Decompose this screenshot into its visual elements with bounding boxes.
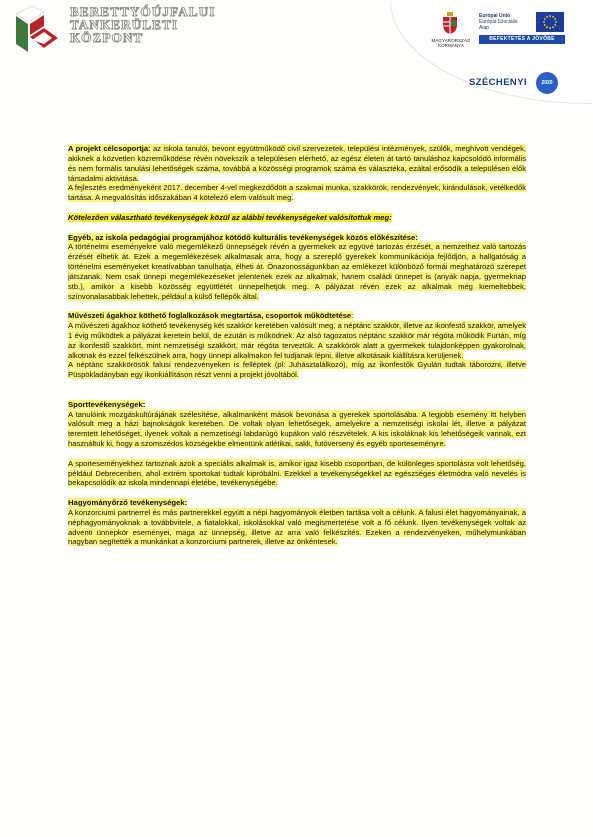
szechenyi-2020-badge: 2020 <box>536 72 558 94</box>
section-arts-text-1: A művészeti ágakhoz köthető tevékenység két szakkör keretében valósult meg, a néptánc szakkör, illetve az ikonfestő szakkör, amelyek 1 évig működtek a pályázat keretein belül, de ezután is működnek. Az alsó tagozatos néptánc szakkör már régóta működik Furtán, míg az ikonfestő szakkört, mint nemzetiségi szakkört, már régóta terveztük. A szakkörök alatt a gyermekek tulajdonképpen gyakorolnak, alkotnak és ezzel felkészülnek arra, hogy ünnepi alkalmakon fel tudjanak lépni, illetve alkotásaik kiállításra kerüljenek. <box>68 321 526 360</box>
elective-activities-intro: Kötelezően választható tevékenységek közül az alábbi tevékenységeket valósítottuk meg: <box>68 212 392 222</box>
section-sports-text-2: A sporteseményekhez tartoznak azok a speciális alkalmak is, amikor igaz kisebb csoportban, de különleges sportolásra volt lehetőség, például Debrecenben, ahol extrém sportokat tudtak kipróbálni. Ezekkel a tevékenységekkel az egészséges életmódra való nevelés is bekapcsolódik az iskola mindennapi életébe, tevékenységébe. <box>68 458 526 488</box>
section-cultural-heading: Egyéb, az iskola pedagógiai programjához kötődő kulturális tevékenységek közös előkészítése: <box>68 232 418 242</box>
eu-funding-logo <box>479 12 585 58</box>
district-center-logo-icon <box>14 4 60 54</box>
section-traditions-heading: Hagyományőrző tevékenységek: <box>68 498 188 508</box>
section-sports-text-1: A tanulóink mozgáskultúrájának szélesítése, alkalmanként mások bevonása a gyerekek sportolásába. A legjobb esemény itt helyben valósult meg a házi bajnokságok keretében. De voltak olyan lehetőségek, amelyekre a nemzetiségi iskolai lét, illetve a pályázat teremtett lehetőséget, ilyenek voltak a nemzetiségi labdarúgó kupákon való részvételek. A kis iskoláknak kis lehetőségeik vannak, ezt használtuk ki, hogy a szomszédos községekbe elmentünk atlétikai, sakk, futóverseny és egyéb sporteseményre. <box>68 409 526 449</box>
org-name-line-2: TANKERÜLETI <box>70 17 179 32</box>
document-body <box>68 144 526 547</box>
eu-fund-label: Európai Unió Európai Szociális Alap <box>479 13 518 31</box>
organization-name <box>70 5 240 44</box>
section-arts-text-2: A néptánc szakkörösök falusi rendezvényeken is felléptek (pl: Juhásztalálkozó), míg az ikonfestők Gyulán tudtak táborozni, illetve Püspökladányban egy ikonkiállításon részt venni a projekt jóvoltából. <box>68 360 526 380</box>
section-sports-heading: Sporttevékenységek: <box>68 399 146 409</box>
org-name-line-1: BERETTYÓÚJFALUI <box>70 4 216 19</box>
results-paragraph: A fejlesztés eredményeként 2017. december 4-vel megkezdődött a szakmai munka, szakkörök, rendezvények, kirándulások, vetélkedők tartása. A megvalósítás időszakában 4 kötelező elem valósult meg. <box>68 183 526 203</box>
section-arts-heading: Művészeti ágakhoz köthető foglalkozások megtartása, csoportok működtetése: <box>68 311 354 321</box>
section-cultural-text: A történelmi eseményekre való megemlékező ünnepségek révén a gyermekek az együvé tartozás érzését, a nemzethez való tartozás érzését élhetik át. Ezek a megemlékezések alkalmasak arra, hogy a szereplő gyerekek kommunikációja fejlődjön, a hallgatóság a történelmi eseményeket kreatívabban tanulhatja, élheti át. Önazonosságunkban az emlékezet különböző formái meghatározó szerepet játszanak. Nem csak ünnepi megemlékezéseket jelentenek ezek az alkalmak, hanem családi ünnepet is (anyák napja, gyermeknap stb.), amikor a kisebb közösség együttlétét ünnepelhetjük meg. A pályázat révén ezek az alkalmak még kiemeltebbek, színvonalasabbak lehettek, például a külső fellépők által. <box>68 242 526 301</box>
eu-flag-icon <box>536 12 564 32</box>
org-name-line-3: KÖZPONT <box>70 30 144 45</box>
target-group-heading: A projekt célcsoportja: <box>68 144 151 153</box>
investing-in-future-band: BEFEKTETÉS A JÖVŐBE <box>479 35 565 44</box>
section-traditions-text: A konzorciumi partnerrel és más partnerekkel együtt a népi hagyományok életben tartása volt a célunk. A falusi élet hagyományainak, a néphagyományoknak a továbbvitele, a fiatalokkal, iskolásokkal való megismertetése volt a fő célunk. Ilyen tevékenységek voltak az adventi ünnepkör eseményei, maga az ünnepség, illetve az arra való felkészítés. Ezeken a rendezvényeken, műhelymunkában nagyban segítették a munkánkat a konzorciumi partnerek, illetve az önkéntesek. <box>68 507 526 547</box>
szechenyi-label: SZÉCHENYI <box>469 77 527 88</box>
target-group-paragraph: A projekt célcsoportja: az iskola tanulói, bevont együttműködő civil szervezetek, települési intézmények, szülők, meghívott vendégek, akiknek a közvetlen közreműködése révén növekszik a településen elérhető, az egész életen át tartó tanuláshoz kapcsolódó informális és nem formális tanulási lehetőségek száma, továbbá a közösségi programok száma és választéka, ezáltal erősödik a településen élők társadalmi aktivitása. <box>68 144 526 183</box>
hungarian-coat-of-arms-icon <box>441 12 459 34</box>
hungarian-government-label: MAGYARORSZÁG KORMÁNYA <box>431 38 471 48</box>
partner-logos-panel <box>391 0 593 103</box>
